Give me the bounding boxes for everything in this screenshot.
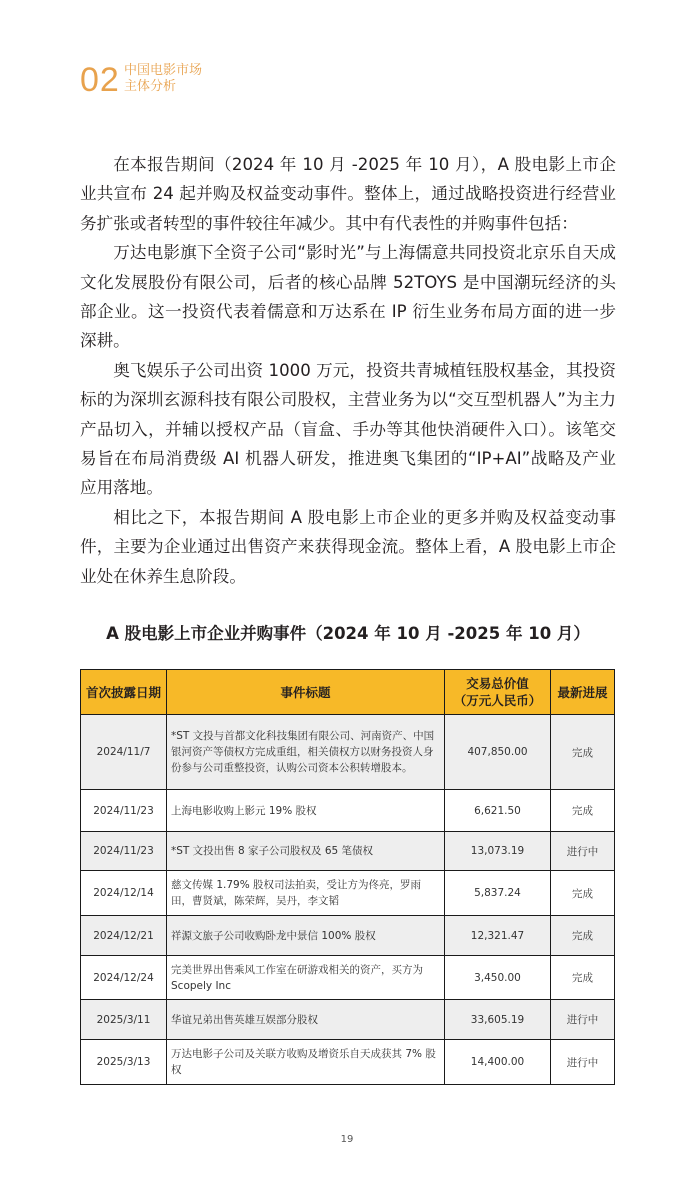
table-row [81, 790, 615, 832]
cell-value: 33,605.19 [445, 1000, 551, 1040]
header-value-line1: 交易总价值 [466, 676, 529, 691]
header-value [445, 670, 551, 715]
cell-title: 万达电影子公司及关联方收购及增资乐自天成获其 7% 股权 [167, 1040, 445, 1085]
cell-title: 祥源文旅子公司收购卧龙中景信 100% 股权 [167, 916, 445, 956]
cell-status: 完成 [551, 790, 615, 832]
cell-value: 13,073.19 [445, 832, 551, 871]
cell-value: 5,837.24 [445, 871, 551, 916]
cell-status: 完成 [551, 715, 615, 790]
table-row [81, 1040, 615, 1085]
paragraph: 奥飞娱乐子公司出资 1000 万元，投资共青城植钰股权基金，其投资标的为深圳玄源科技有限公司股权，主营业务为以“交互型机器人”为主力产品切入，并辅以授权产品（盲盒、手办等其他快消硬件入口）。该笔交易旨在布局消费级 AI 机器人研发，推进奥飞集团的“IP+AI”战略及产业应用落地。 [80, 360, 616, 498]
cell-title: 华谊兄弟出售英雄互娱部分股权 [167, 1000, 445, 1040]
header-title: 事件标题 [167, 670, 445, 715]
table-title: A 股电影上市企业并购事件（2024 年 10 月 -2025 年 10 月） [106, 624, 590, 643]
cell-date: 2024/12/24 [81, 956, 167, 1000]
cell-title: *ST 文投出售 8 家子公司股权及 65 笔债权 [167, 832, 445, 871]
deals-table [80, 669, 615, 1085]
page-number: 19 [340, 1134, 354, 1145]
chapter-title-line2: 主体分析 [124, 79, 177, 94]
cell-title: 完美世界出售乘风工作室在研游戏相关的资产，买方为 Scopely Inc [167, 956, 445, 1000]
chapter-number: 02 [80, 61, 120, 99]
paragraph: 相比之下，本报告期间 A 股电影上市企业的更多并购及权益变动事件，主要为企业通过出售资产来获得现金流。整体上看，A 股电影上市企业处在休养生息阶段。 [80, 507, 616, 586]
cell-status: 进行中 [551, 1040, 615, 1085]
table-row [81, 871, 615, 916]
chapter-title [124, 63, 202, 95]
cell-date: 2024/11/7 [81, 715, 167, 790]
table-row [81, 832, 615, 871]
cell-status: 完成 [551, 916, 615, 956]
cell-status: 进行中 [551, 1000, 615, 1040]
cell-title: *ST 文投与首都文化科技集团有限公司、河南资产、中国银河资产等债权方完成重组，相关债权方以财务投资人身份参与公司重整投资，认购公司资本公积转增股本。 [167, 715, 445, 790]
header-date: 首次披露日期 [81, 670, 167, 715]
cell-status: 进行中 [551, 832, 615, 871]
cell-title: 慈文传媒 1.79% 股权司法拍卖，受让方为佟亮，罗雨田，曹贤斌，陈荣辉，吴丹，李文韬 [167, 871, 445, 916]
paragraph: 在本报告期间（2024 年 10 月 -2025 年 10 月），A 股电影上市企业共宣布 24 起并购及权益变动事件。整体上，通过战略投资进行经营业务扩张或者转型的事件较往年减少。其中有代表性的并购事件包括： [80, 155, 616, 233]
body-text [80, 150, 616, 591]
table-row [81, 1000, 615, 1040]
chapter-title-line1: 中国电影市场 [124, 63, 203, 78]
cell-date: 2025/3/11 [81, 1000, 167, 1040]
cell-value: 3,450.00 [445, 956, 551, 1000]
table-row [81, 956, 615, 1000]
cell-value: 407,850.00 [445, 715, 551, 790]
cell-value: 12,321.47 [445, 916, 551, 956]
cell-date: 2024/12/14 [81, 871, 167, 916]
cell-status: 完成 [551, 871, 615, 916]
cell-status: 完成 [551, 956, 615, 1000]
cell-date: 2024/11/23 [81, 790, 167, 832]
table-header-row [81, 670, 615, 715]
cell-value: 6,621.50 [445, 790, 551, 832]
cell-date: 2024/11/23 [81, 832, 167, 871]
cell-date: 2024/12/21 [81, 916, 167, 956]
table-row [81, 715, 615, 790]
cell-value: 14,400.00 [445, 1040, 551, 1085]
paragraph: 万达电影旗下全资子公司“影时光”与上海儒意共同投资北京乐自天成文化发展股份有限公司，后者的核心品牌 52TOYS 是中国潮玩经济的头部企业。这一投资代表着儒意和万达系在 IP 衍生业务布局方面的进一步深耕。 [80, 243, 616, 351]
cell-date: 2025/3/13 [81, 1040, 167, 1085]
table-row [81, 916, 615, 956]
header-status: 最新进展 [551, 670, 615, 715]
cell-title: 上海电影收购上影元 19% 股权 [167, 790, 445, 832]
header-value-line2: （万元人民币） [453, 693, 542, 708]
